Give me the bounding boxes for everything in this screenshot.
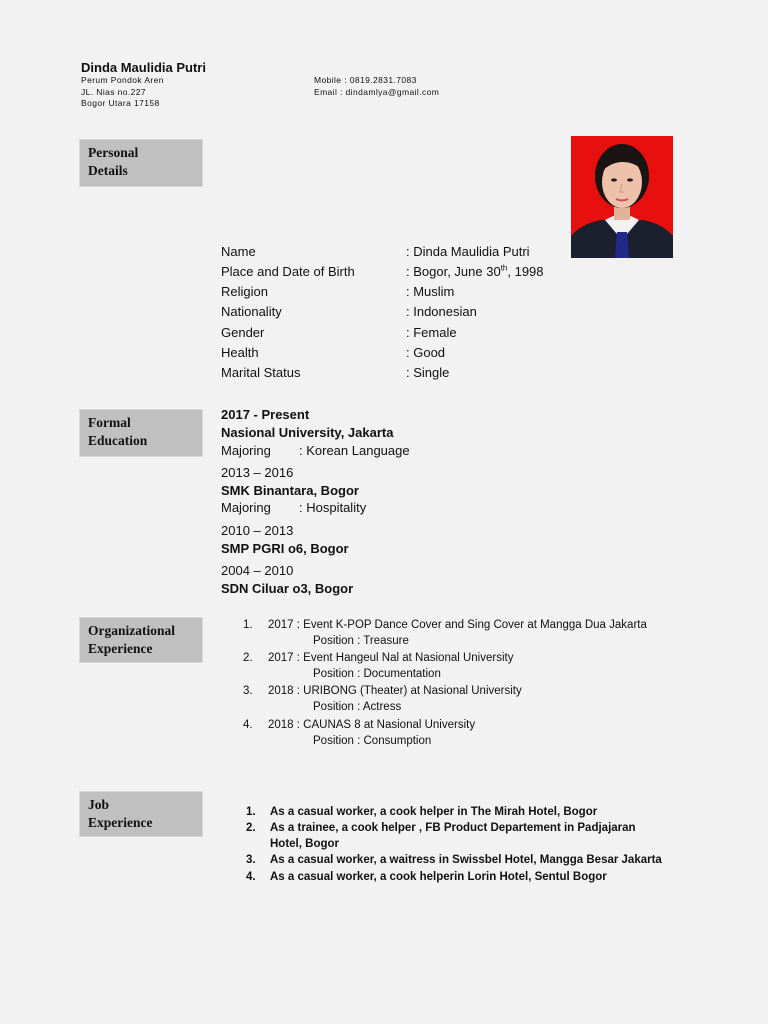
field-value: [406, 262, 544, 282]
section-organizational-experience: [79, 617, 203, 663]
job-text: Hotel, Bogor: [270, 838, 339, 850]
section-personal-details: [79, 139, 203, 187]
list-number: 3.: [246, 854, 256, 866]
education-years: 2004 – 2010: [221, 563, 294, 578]
education-years: 2010 – 2013: [221, 523, 294, 538]
education-school: SDN Ciluar o3, Bogor: [221, 581, 354, 596]
section-title-line: Job: [88, 797, 110, 812]
list-number: 4.: [243, 719, 253, 731]
job-text: As a casual worker, a cook helper in The Mirah Hotel, Bogor: [270, 806, 598, 818]
field-value: : Good: [406, 345, 446, 360]
field-value: : Dinda Maulidia Putri: [406, 244, 530, 259]
majoring-label: Majoring: [221, 443, 271, 458]
majoring-value: : Hospitality: [299, 500, 367, 515]
education-school: SMK Binantara, Bogor: [221, 483, 359, 498]
org-text: 2017 : Event Hangeul Nal at Nasional University: [268, 652, 514, 664]
field-label: Gender: [221, 325, 265, 340]
majoring-label: Majoring: [221, 500, 271, 515]
education-school: Nasional University, Jakarta: [221, 425, 394, 440]
field-value: : Single: [406, 365, 450, 380]
address-line: JL. Nias no.227: [81, 86, 147, 97]
section-title-line: Personal: [88, 145, 139, 160]
field-label: Religion: [221, 284, 268, 299]
field-label: Marital Status: [221, 365, 301, 380]
birth-value-part: : Bogor, June 30: [406, 264, 501, 279]
section-title-line: Experience: [88, 641, 153, 656]
profile-photo: [571, 136, 673, 258]
list-number: 1.: [243, 619, 253, 631]
org-text: 2017 : Event K-POP Dance Cover and Sing Cover at Mangga Dua Jakarta: [268, 619, 647, 631]
org-position: Position : Documentation: [313, 668, 441, 680]
section-job-experience: [79, 791, 203, 837]
address-line: Perum Pondok Aren: [81, 75, 164, 85]
email-address: Email : dindamlya@gmail.com: [314, 86, 440, 97]
org-position: Position : Actress: [313, 701, 402, 713]
org-position: Position : Consumption: [313, 735, 432, 747]
education-years: 2013 – 2016: [221, 465, 294, 480]
address-line: Bogor Utara 17158: [81, 98, 160, 108]
org-text: 2018 : URIBONG (Theater) at Nasional University: [268, 685, 522, 697]
field-value: : Indonesian: [406, 304, 477, 319]
section-title-line: Experience: [88, 815, 153, 830]
cv-name-heading: Dinda Maulidia Putri: [81, 60, 206, 75]
section-title-line: Details: [88, 163, 128, 178]
job-text: As a casual worker, a waitress in Swissbel Hotel, Mangga Besar Jakarta: [270, 854, 662, 866]
job-text: As a casual worker, a cook helperin Lorin Hotel, Sentul Bogor: [270, 871, 607, 883]
section-formal-education: [79, 409, 203, 457]
field-label: Nationality: [221, 304, 282, 319]
education-majoring: [221, 442, 410, 460]
education-school: SMP PGRI o6, Bogor: [221, 541, 349, 556]
field-label: Health: [221, 345, 259, 360]
field-label: Name: [221, 244, 256, 259]
section-title-line: Formal: [88, 415, 131, 430]
majoring-value: : Korean Language: [299, 443, 410, 458]
section-title-line: Organizational: [88, 623, 175, 638]
job-text: As a trainee, a cook helper , FB Product Departement in Padjajaran: [270, 822, 636, 834]
list-number: 1.: [246, 806, 256, 818]
list-number: 2.: [243, 652, 253, 664]
org-position: Position : Treasure: [313, 635, 409, 647]
education-years: 2017 - Present: [221, 407, 310, 422]
field-label: Place and Date of Birth: [221, 264, 355, 279]
list-number: 2.: [246, 822, 256, 834]
field-value: : Muslim: [406, 284, 455, 299]
field-value: : Female: [406, 325, 457, 340]
education-majoring: [221, 499, 367, 517]
list-number: 4.: [246, 871, 256, 883]
ordinal-suffix: th: [500, 263, 508, 273]
contact-block: [314, 75, 439, 98]
list-number: 3.: [243, 685, 253, 697]
org-text: 2018 : CAUNAS 8 at Nasional University: [268, 719, 476, 731]
address-block: [81, 75, 164, 110]
portrait-illustration: [571, 136, 673, 258]
birth-value-year: , 1998: [507, 264, 544, 279]
mobile-number: Mobile : 0819.2831.7083: [314, 75, 417, 85]
section-title-line: Education: [88, 433, 148, 448]
